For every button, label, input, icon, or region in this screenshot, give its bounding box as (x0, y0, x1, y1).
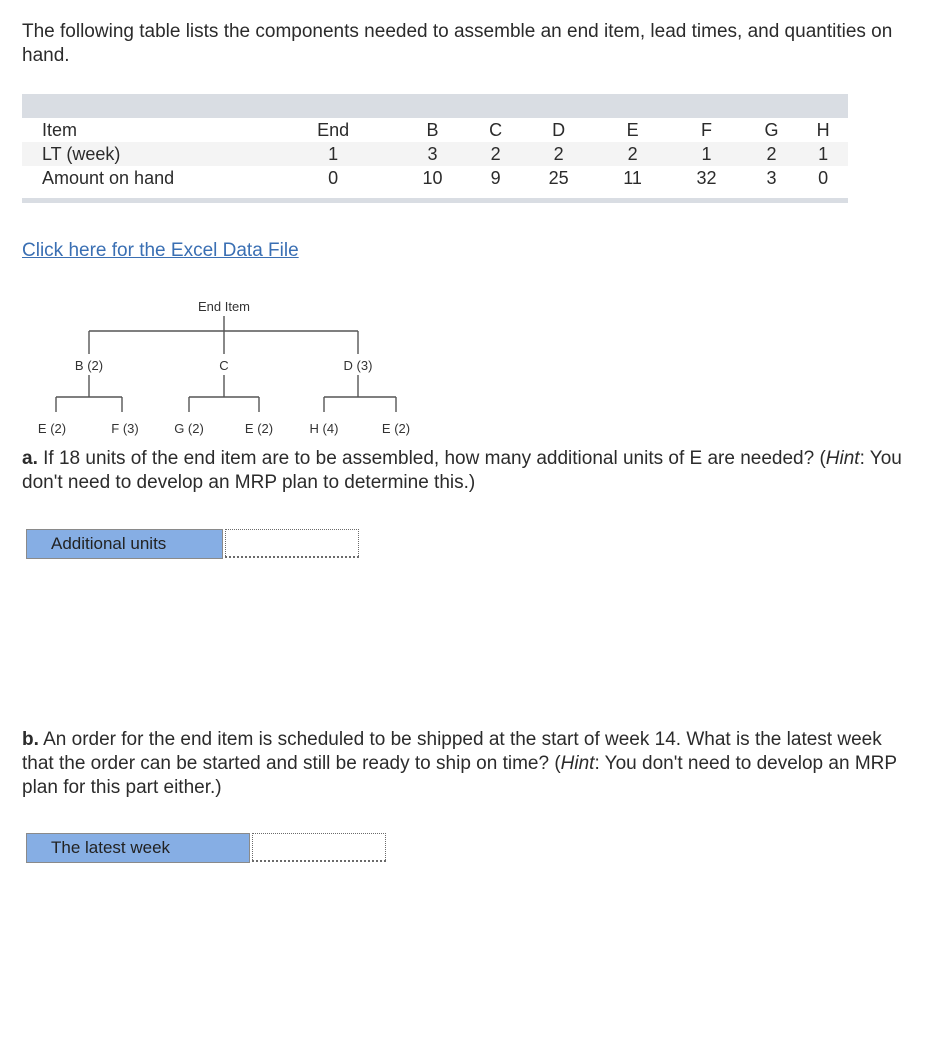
table-cell: E (626, 120, 639, 140)
table-cell: 1 (798, 142, 848, 166)
question-a-hint: Hint (825, 448, 860, 469)
latest-week-input[interactable] (252, 833, 386, 862)
tree-node-c-g: G (2) (174, 421, 204, 436)
question-a-text1: If 18 units of the end item are to be assembled, how many additional units of E are needed? ( (37, 448, 826, 469)
question-b (22, 728, 902, 800)
table-cell: C (489, 120, 503, 140)
table-cell: F (701, 120, 713, 140)
tree-node-c: C (219, 358, 229, 373)
question-b-text1: An order for the end item is scheduled to be shipped at the start of week 14. What is the latest week that the order can be started and still be ready to ship on time? ( (22, 729, 882, 774)
table-cell: D (552, 120, 566, 140)
table-cell: 9 (490, 168, 501, 188)
table-cell: 25 (548, 168, 569, 188)
tree-node-b-f: F (3) (111, 421, 139, 436)
additional-units-input[interactable] (225, 529, 359, 558)
components-table (22, 94, 848, 203)
row-label: Amount on hand (42, 168, 175, 188)
answer-row-a (26, 529, 359, 559)
tree-node-b-e: E (2) (37, 421, 67, 436)
question-b-hint: Hint (560, 753, 595, 774)
tree-node-b: B (2) (74, 358, 104, 373)
table-cell: End (317, 120, 350, 140)
answer-row-b (26, 833, 386, 863)
table-cell: B (426, 120, 439, 140)
table-cell: 3 (394, 142, 470, 166)
table-row (22, 142, 848, 166)
table-cell: 3 (766, 168, 777, 188)
table-footer-bar (22, 198, 848, 203)
latest-week-label: The latest week (26, 833, 250, 863)
table-header-bar (22, 94, 848, 118)
table-cell: 0 (818, 168, 829, 188)
table-cell: 0 (328, 168, 339, 188)
table-cell: 11 (623, 168, 642, 188)
table-row (22, 166, 848, 190)
table-cell: H (816, 120, 830, 140)
tree-node-c-e: E (2) (244, 421, 274, 436)
additional-units-label: Additional units (26, 529, 223, 559)
table-cell: 32 (696, 168, 717, 188)
question-a-text2: : You don't need to develop an MRP plan to determine this.) (22, 448, 902, 493)
question-a (22, 447, 902, 495)
table-cell: 2 (597, 142, 668, 166)
table-cell: 1 (272, 142, 394, 166)
table-cell: 2 (745, 142, 799, 166)
question-a-prefix: a. (22, 448, 38, 469)
question-b-prefix: b. (22, 729, 39, 750)
data-table (22, 118, 848, 190)
excel-data-link[interactable]: Click here for the Excel Data File (22, 240, 299, 261)
tree-node-d-h: H (4) (309, 421, 339, 436)
row-label: LT (week) (22, 142, 272, 166)
tree-node-d: D (3) (343, 358, 373, 373)
tree-node-end-item: End Item (197, 299, 251, 314)
question-b-text2: : You don't need to develop an MRP plan for this part either.) (22, 753, 897, 798)
table-cell: 10 (422, 168, 443, 188)
table-row (22, 118, 848, 142)
table-cell: G (764, 120, 779, 140)
table-cell: 2 (471, 142, 521, 166)
table-cell: 1 (668, 142, 744, 166)
intro-text: The following table lists the components needed to assemble an end item, lead times, and quantities on hand. (22, 21, 893, 66)
tree-node-d-e: E (2) (381, 421, 411, 436)
row-label: Item (42, 120, 78, 140)
product-structure-tree (0, 290, 440, 440)
table-cell: 2 (520, 142, 596, 166)
